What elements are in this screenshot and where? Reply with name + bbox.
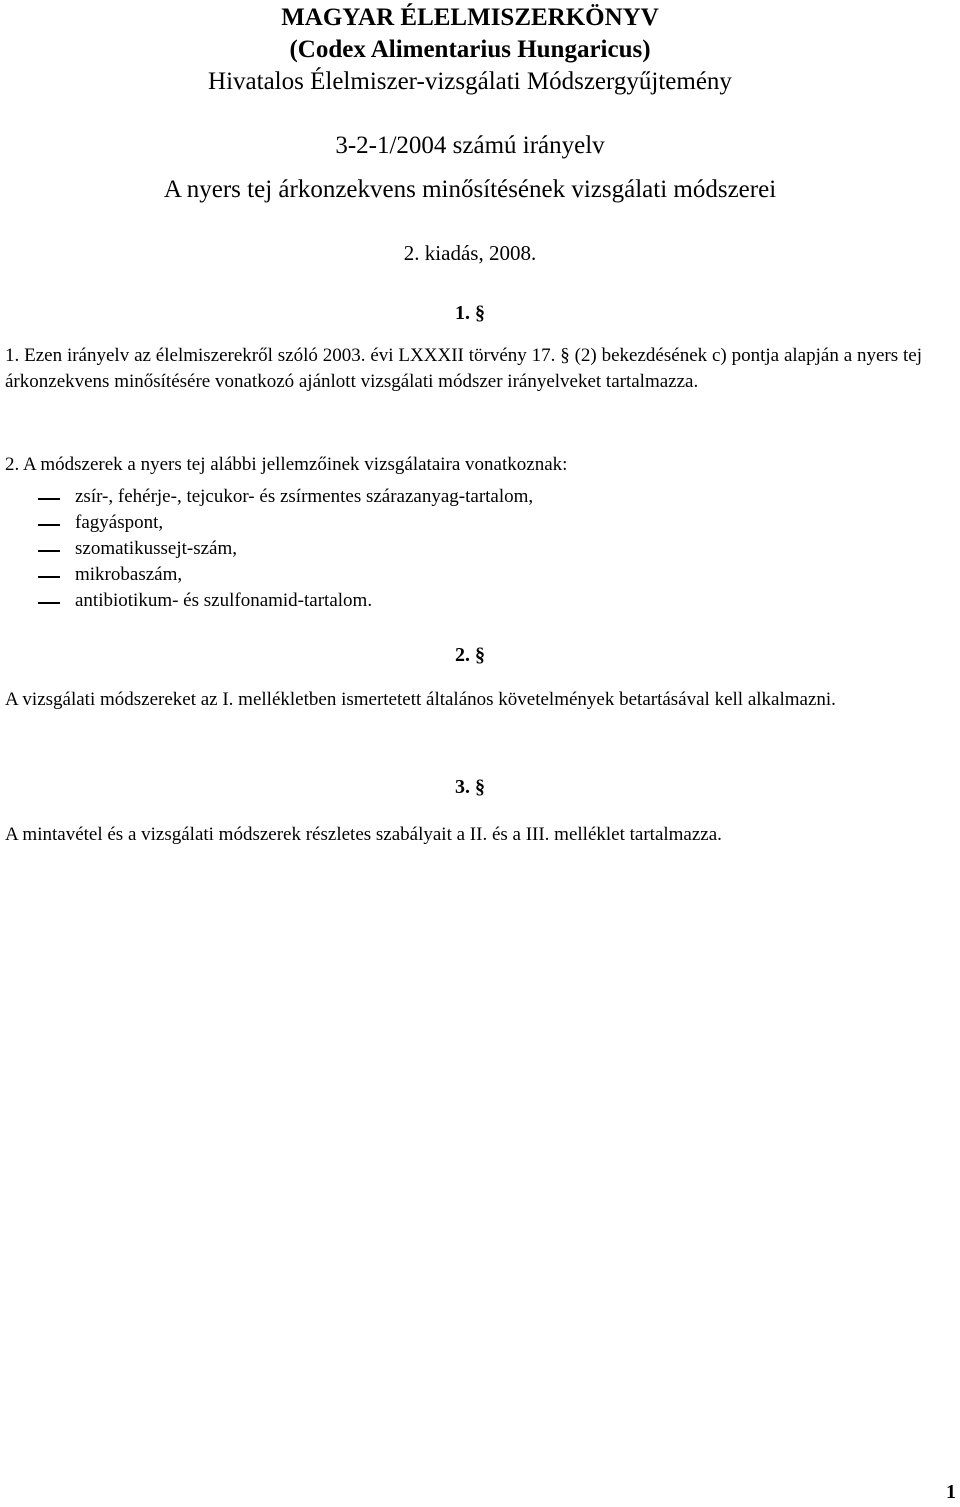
list-item-text: szomatikussejt-szám, [75,538,237,559]
collection-title: Hivatalos Élelmiszer-vizsgálati Módszergyűjtemény [208,68,732,95]
section-heading-1: 1. § [455,302,485,324]
dash-bullet [38,498,60,500]
list-item-text: antibiotikum- és szulfonamid-tartalom. [75,590,373,611]
dash-bullet [38,576,60,578]
dash-bullet [38,550,60,552]
document-title: MAGYAR ÉLELMISZERKÖNYV [281,4,659,31]
section-heading-3: 3. § [455,776,485,798]
section-2-paragraph [5,687,922,713]
document-subtitle: (Codex Alimentarius Hungaricus) [289,36,651,63]
section-1-paragraph-2: 2. A módszerek a nyers tej alábbi jellemzőinek vizsgálataira vonatkoznak: [5,454,568,475]
section-3-paragraph: A mintavétel és a vizsgálati módszerek részletes szabályait a II. és a III. melléklet tartalmazza. [5,824,722,845]
dash-bullet [38,524,60,526]
list-item-text: mikrobaszám, [75,564,183,585]
directive-title: A nyers tej árkonzekvens minősítésének vizsgálati módszerei [163,176,777,203]
directive-number: 3-2-1/2004 számú irányelv [335,132,605,159]
section-1-paragraph-1 [5,343,922,395]
section-heading-2: 2. § [455,644,485,666]
list-item-text: zsír-, fehérje-, tejcukor- és zsírmentes szárazanyag-tartalom, [75,486,534,507]
edition: 2. kiadás, 2008. [403,241,537,265]
dash-bullet [38,602,60,604]
list-item-text: fagyáspont, [75,512,164,533]
paragraph-text: A vizsgálati módszereket az I. mellékletben ismertetett általános követelmények betartásával kell alkalmazni. [5,689,836,710]
paragraph-text: 1. Ezen irányelv az élelmiszerekről szóló 2003. évi LXXXII törvény 17. § (2) bekezdésének c) pontja alapján a nyers tej árkonzekvens minősítésére vonatkozó ajánlott vizsgálati módszer irányelveket tartalmazza. [5,345,922,392]
page-number: 1 [946,1481,956,1503]
